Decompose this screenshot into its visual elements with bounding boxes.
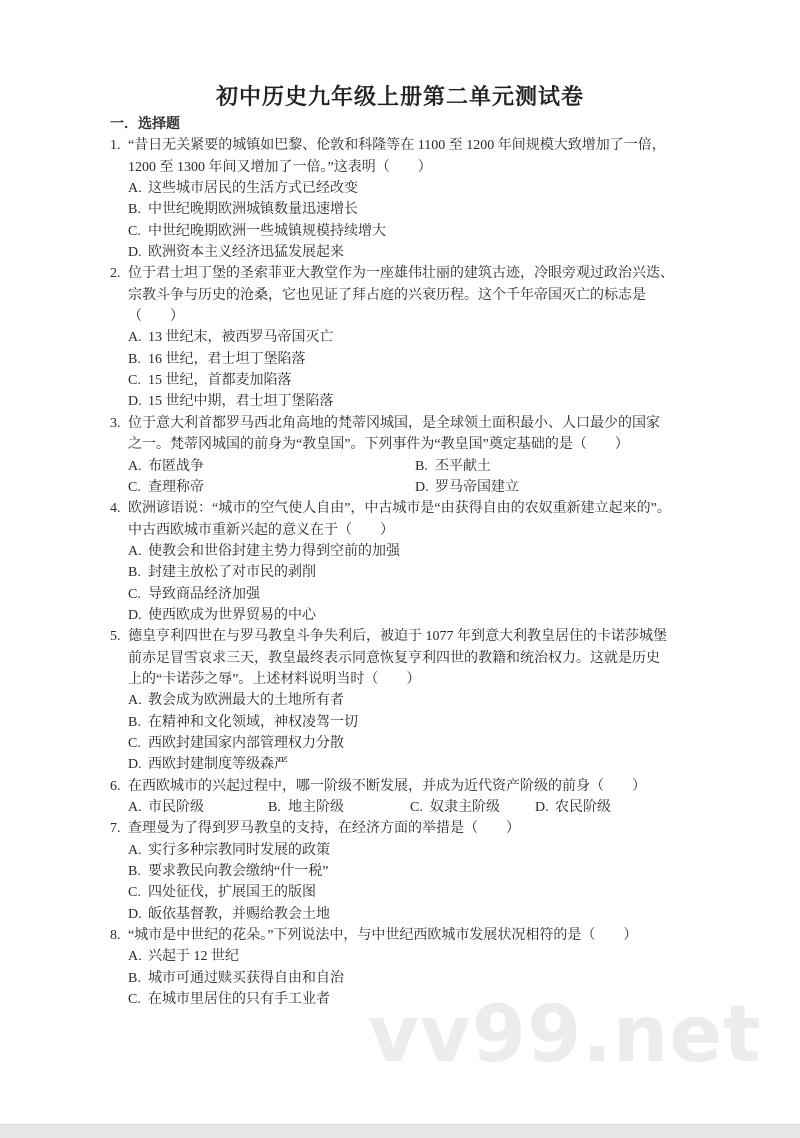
question-text: 在西欧城市的兴起过程中，哪一阶级不断发展，并成为近代资产阶级的前身（ ） bbox=[128, 778, 646, 794]
option-label: A. bbox=[128, 800, 142, 815]
option-b[interactable] bbox=[128, 565, 316, 580]
question-text: 上的“卡诺莎之辱”。上述材料说明当时（ ） bbox=[128, 671, 421, 687]
option-label: C. bbox=[128, 479, 141, 495]
option-a[interactable] bbox=[128, 693, 344, 708]
option-label: C. bbox=[128, 735, 141, 751]
option-label: D. bbox=[128, 906, 142, 922]
question-7 bbox=[110, 818, 710, 925]
option-row bbox=[110, 904, 710, 925]
option-text: 布匿战争 bbox=[148, 458, 204, 474]
option-row bbox=[110, 733, 710, 754]
question-1 bbox=[110, 135, 710, 263]
option-text: 欧洲资本主义经济迅猛发展起来 bbox=[148, 245, 344, 261]
option-row bbox=[110, 477, 710, 498]
option-row bbox=[110, 562, 710, 583]
option-c[interactable] bbox=[128, 587, 260, 602]
option-b[interactable] bbox=[415, 456, 702, 477]
option-text: 导致商品经济加强 bbox=[148, 586, 260, 602]
option-d[interactable] bbox=[535, 797, 611, 818]
option-text: 这些城市居民的生活方式已经改变 bbox=[148, 181, 358, 197]
question-number: 8. bbox=[110, 928, 121, 944]
option-text: 兴起于 12 世纪 bbox=[148, 949, 239, 965]
option-label: D. bbox=[128, 607, 142, 623]
option-label: B. bbox=[128, 714, 141, 730]
option-label: C. bbox=[128, 223, 141, 239]
option-row bbox=[110, 391, 710, 412]
option-text: 市民阶级 bbox=[148, 800, 204, 815]
option-label: B. bbox=[128, 565, 141, 581]
option-a[interactable] bbox=[128, 949, 239, 964]
question-text: 欧洲谚语说：“城市的空气使人自由”，中古城市是“由获得自由的农奴重新建立起来的”。 bbox=[128, 501, 671, 517]
option-c[interactable] bbox=[128, 224, 386, 239]
option-d[interactable] bbox=[128, 757, 288, 772]
option-c[interactable] bbox=[128, 992, 330, 1007]
option-text: 封建主放松了对市民的剥削 bbox=[148, 565, 316, 581]
option-row bbox=[110, 199, 710, 220]
question-text: 查理曼为了得到罗马教皇的支持，在经济方面的举措是（ ） bbox=[128, 821, 520, 837]
option-b[interactable] bbox=[128, 202, 358, 217]
question-3 bbox=[110, 413, 710, 498]
question-text: 之一。梵蒂冈城国的前身为“教皇国”。下列事件为“教皇国”奠定基础的是（ ） bbox=[128, 437, 629, 453]
option-row bbox=[110, 370, 710, 391]
question-text: （ ） bbox=[128, 309, 184, 325]
option-text: 西欧封建国家内部管理权力分散 bbox=[148, 735, 344, 751]
option-c[interactable] bbox=[128, 885, 316, 900]
question-stem-line bbox=[110, 135, 710, 156]
option-d[interactable] bbox=[415, 477, 702, 498]
option-label: D. bbox=[535, 800, 549, 815]
option-label: B. bbox=[128, 351, 141, 367]
option-text: 皈依基督教，并赐给教会土地 bbox=[148, 906, 330, 922]
question-stem-line bbox=[110, 157, 710, 178]
question-text: 位于意大利首都罗马西北角高地的梵蒂冈城国，是全球领土面积最小、人口最少的国家 bbox=[128, 415, 660, 431]
option-c[interactable] bbox=[128, 373, 292, 388]
question-text: 中古西欧城市重新兴起的意义在于（ ） bbox=[128, 522, 394, 538]
option-label: B. bbox=[128, 970, 141, 986]
question-stem-line bbox=[110, 520, 710, 541]
option-d[interactable] bbox=[128, 394, 334, 409]
option-label: A. bbox=[128, 842, 142, 858]
question-stem-line bbox=[110, 669, 710, 690]
option-c[interactable] bbox=[410, 797, 535, 818]
option-label: C. bbox=[410, 800, 423, 815]
question-stem-line bbox=[110, 776, 710, 797]
option-label: D. bbox=[128, 394, 142, 410]
question-number: 4. bbox=[110, 501, 121, 517]
option-label: D. bbox=[128, 757, 142, 773]
option-row bbox=[110, 327, 710, 348]
option-a[interactable] bbox=[128, 544, 400, 559]
option-label: A. bbox=[128, 458, 142, 474]
option-a[interactable] bbox=[128, 330, 334, 345]
question-stem-line bbox=[110, 925, 710, 946]
option-text: 查理称帝 bbox=[148, 479, 204, 495]
question-stem-line bbox=[110, 306, 710, 327]
option-row bbox=[110, 541, 710, 562]
option-text: 地主阶级 bbox=[288, 800, 344, 815]
option-d[interactable] bbox=[128, 608, 316, 623]
option-a[interactable] bbox=[128, 797, 268, 818]
question-text: 前赤足冒雪哀求三天，教皇最终表示同意恢复亨利四世的教籍和统治权力。这就是历史 bbox=[128, 650, 660, 666]
option-b[interactable] bbox=[128, 715, 358, 730]
question-stem-line bbox=[110, 818, 710, 839]
option-text: 四处征伐，扩展国王的版图 bbox=[148, 885, 316, 901]
question-text: “昔日无关紧要的城镇如巴黎、伦敦和科隆等在 1100 至 1200 年间规模大致增加了一倍， bbox=[128, 138, 666, 154]
option-row bbox=[110, 882, 710, 903]
option-row bbox=[110, 946, 710, 967]
option-row bbox=[110, 797, 710, 818]
option-label: B. bbox=[128, 202, 141, 218]
question-text: 宗教斗争与历史的沧桑，它也见证了拜占庭的兴衰历程。这个千年帝国灭亡的标志是 bbox=[128, 287, 646, 303]
option-text: 丕平献土 bbox=[435, 458, 491, 474]
question-4 bbox=[110, 498, 710, 626]
option-label: B. bbox=[268, 800, 281, 815]
question-number: 2. bbox=[110, 266, 121, 282]
question-number: 5. bbox=[110, 629, 121, 645]
option-label: C. bbox=[128, 885, 141, 901]
option-text: 农民阶级 bbox=[555, 800, 611, 815]
option-row bbox=[110, 242, 710, 263]
question-number: 3. bbox=[110, 415, 121, 431]
option-text: 使西欧成为世界贸易的中心 bbox=[148, 607, 316, 623]
page-title: 初中历史九年级上册第二单元测试卷 bbox=[215, 84, 584, 109]
option-c[interactable] bbox=[128, 477, 415, 498]
option-text: 城市可通过赎买获得自由和自治 bbox=[148, 970, 344, 986]
question-stem-line bbox=[110, 648, 710, 669]
option-row bbox=[110, 221, 710, 242]
option-row bbox=[110, 861, 710, 882]
option-b[interactable] bbox=[268, 797, 410, 818]
option-row bbox=[110, 584, 710, 605]
watermark: vv99.net bbox=[368, 990, 762, 1080]
option-label: A. bbox=[128, 543, 142, 559]
option-text: 要求教民向教会缴纳“什一税” bbox=[148, 864, 329, 880]
question-text: “城市是中世纪的花朵。”下列说法中，与中世纪西欧城市发展状况相符的是（ ） bbox=[128, 928, 638, 944]
option-label: C. bbox=[128, 373, 141, 389]
question-stem-line bbox=[110, 285, 710, 306]
option-label: B. bbox=[128, 864, 141, 880]
option-label: A. bbox=[128, 693, 142, 709]
question-number: 1. bbox=[110, 138, 121, 154]
option-text: 使教会和世俗封建主势力得到空前的加强 bbox=[148, 543, 400, 559]
option-a[interactable] bbox=[128, 456, 415, 477]
question-stem-line bbox=[110, 263, 710, 284]
option-text: 奴隶主阶级 bbox=[430, 800, 500, 815]
question-stem-line bbox=[110, 626, 710, 647]
option-b[interactable] bbox=[128, 971, 344, 986]
option-text: 中世纪晚期欧洲城镇数量迅速增长 bbox=[148, 202, 358, 218]
question-text: 德皇亨利四世在与罗马教皇斗争失利后，被迫于 1077 年到意大利教皇居住的卡诺莎城堡 bbox=[128, 629, 667, 645]
option-text: 在城市里居住的只有手工业者 bbox=[148, 992, 330, 1008]
option-row bbox=[110, 690, 710, 711]
option-label: C. bbox=[128, 992, 141, 1008]
option-a[interactable] bbox=[128, 843, 330, 858]
question-stem-line bbox=[110, 413, 710, 434]
option-text: 在精神和文化领域，神权凌驾一切 bbox=[148, 714, 358, 730]
option-label: A. bbox=[128, 181, 142, 197]
option-row bbox=[110, 456, 710, 477]
question-6 bbox=[110, 776, 710, 819]
option-row bbox=[110, 605, 710, 626]
option-b[interactable] bbox=[128, 864, 328, 879]
option-text: 16 世纪，君士坦丁堡陷落 bbox=[148, 351, 306, 367]
option-a[interactable] bbox=[128, 181, 358, 196]
option-text: 13 世纪末，被西罗马帝国灭亡 bbox=[148, 330, 334, 346]
option-label: D. bbox=[415, 479, 429, 495]
option-text: 西欧封建制度等级森严 bbox=[148, 757, 288, 773]
option-text: 教会成为欧洲最大的土地所有者 bbox=[148, 693, 344, 709]
option-text: 15 世纪中期，君士坦丁堡陷落 bbox=[148, 394, 334, 410]
option-b[interactable] bbox=[128, 352, 306, 367]
option-text: 中世纪晚期欧洲一些城镇规模持续增大 bbox=[148, 223, 386, 239]
option-text: 罗马帝国建立 bbox=[435, 479, 519, 495]
option-d[interactable] bbox=[128, 907, 330, 922]
option-row bbox=[110, 754, 710, 775]
question-2 bbox=[110, 263, 710, 412]
section-heading: 一．选择题 bbox=[110, 117, 180, 132]
question-list bbox=[110, 114, 710, 1010]
option-label: B. bbox=[415, 458, 428, 474]
option-text: 15 世纪，首都麦加陷落 bbox=[148, 373, 292, 389]
option-row bbox=[110, 712, 710, 733]
option-label: C. bbox=[128, 586, 141, 602]
option-row bbox=[110, 178, 710, 199]
option-c[interactable] bbox=[128, 736, 344, 751]
question-text: 位于君士坦丁堡的圣索菲亚大教堂作为一座雄伟壮丽的建筑古迹，冷眼旁观过政治兴迭、 bbox=[128, 266, 674, 282]
question-stem-line bbox=[110, 498, 710, 519]
question-text: 1200 至 1300 年间又增加了一倍。”这表明（ ） bbox=[128, 159, 432, 175]
question-number: 6. bbox=[110, 778, 121, 794]
option-label: A. bbox=[128, 949, 142, 965]
option-d[interactable] bbox=[128, 245, 344, 260]
question-5 bbox=[110, 626, 710, 775]
question-number: 7. bbox=[110, 821, 121, 837]
question-stem-line bbox=[110, 434, 710, 455]
option-label: A. bbox=[128, 330, 142, 346]
option-row bbox=[110, 840, 710, 861]
option-row bbox=[110, 349, 710, 370]
option-label: D. bbox=[128, 245, 142, 261]
option-text: 实行多种宗教同时发展的政策 bbox=[148, 842, 330, 858]
page-bottom-edge bbox=[0, 1124, 800, 1138]
option-row bbox=[110, 968, 710, 989]
